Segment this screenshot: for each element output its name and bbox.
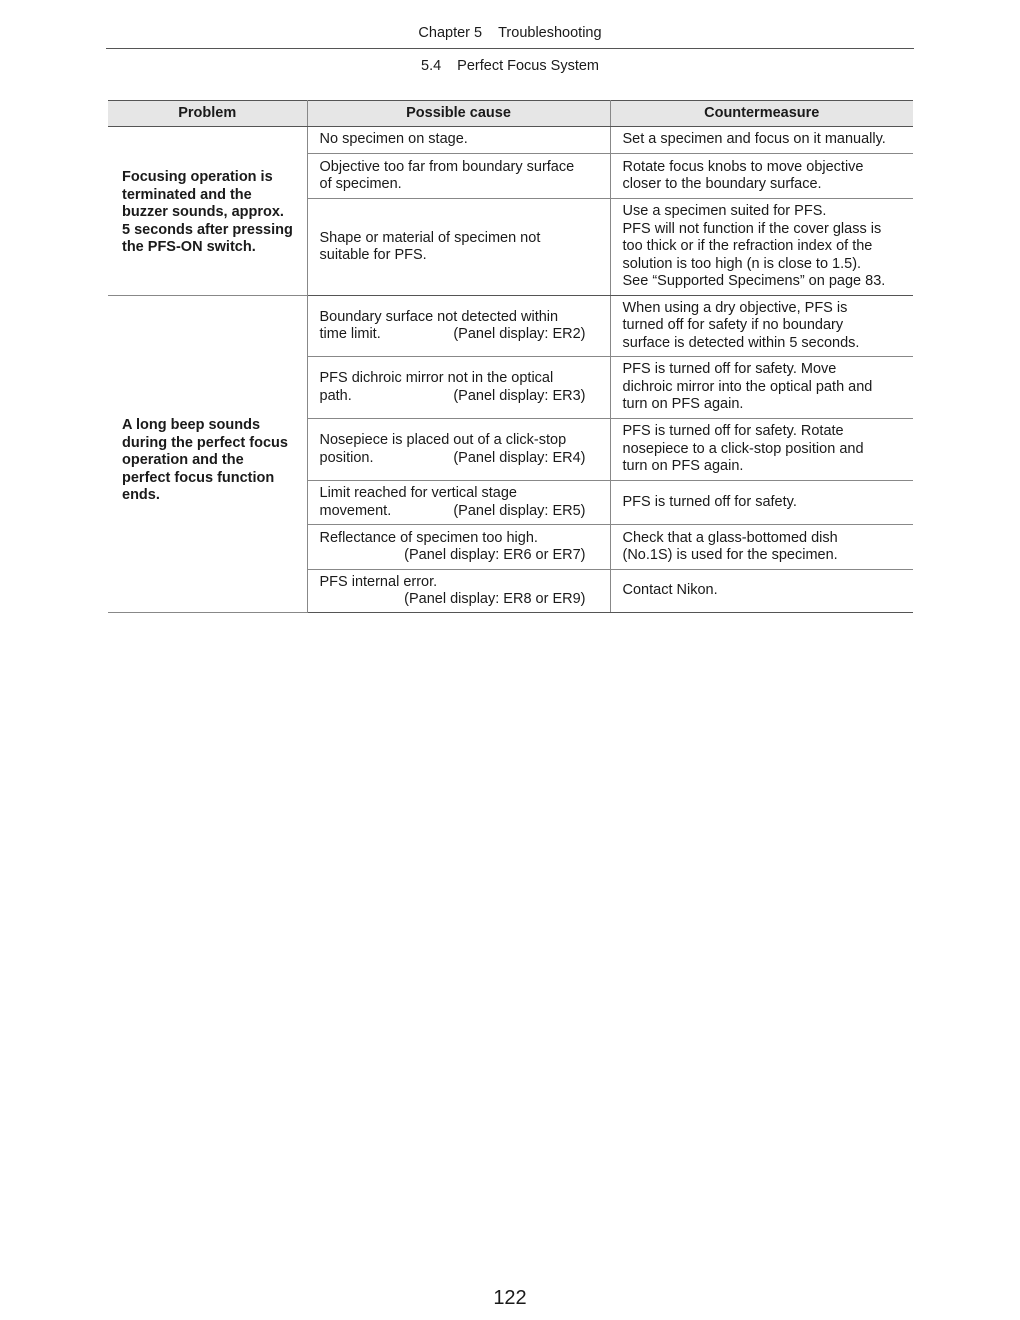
troubleshooting-table [108,100,913,613]
countermeasure-line: too thick or if the refraction index of the [622,238,873,255]
chapter-label: Chapter 5 [418,25,483,41]
section-number: 5.4 [421,58,442,74]
cause-line [320,574,598,592]
cause-text: movement. [319,502,392,519]
countermeasure-line: (No.1S) is used for the specimen. [622,547,838,563]
panel-display-code: (Panel display: ER6 or ER7) [404,547,586,563]
countermeasure-line: Use a specimen suited for PFS. [622,203,827,220]
cause-cell [307,419,610,481]
header-divider [106,48,914,49]
panel-display-code: (Panel display: ER3) [453,387,586,404]
cause-line: Shape or material of specimen not [319,229,541,246]
countermeasure-line: Check that a glass-bottomed dish [622,529,838,546]
column-header-possible-cause: Possible cause [307,101,610,127]
cause-cell [307,127,610,154]
cause-line [320,485,598,503]
countermeasure-line: Contact Nikon. [622,582,718,599]
cause-text: Reflectance of specimen too high. [319,529,538,546]
problem-text: Focusing operation is terminated and the buzzer sounds, approx. 5 seconds after pressing the PFS-ON switch. [122,169,293,256]
countermeasure-cell [610,570,913,613]
running-header [0,25,1020,41]
section-title: Perfect Focus System [457,58,599,74]
cause-cell [307,570,610,613]
countermeasure-line: closer to the boundary surface. [622,176,822,192]
cause-line: of specimen. [319,176,402,192]
cause-line [320,530,598,548]
countermeasure-cell [610,525,913,570]
cause-text: PFS internal error. [319,573,438,590]
cause-text: PFS dichroic mirror not in the optical [319,370,554,386]
panel-display-code: (Panel display: ER5) [453,502,586,519]
table-header-row [108,101,913,127]
cause-line [320,388,598,406]
cause-line: Objective too far from boundary surface [319,158,575,175]
cause-text: Limit reached for vertical stage [319,485,517,501]
countermeasure-cell [610,481,913,525]
problem-cell [108,127,307,296]
cause-line: No specimen on stage. [319,131,468,148]
table-row [108,296,913,357]
cause-line [320,547,598,565]
countermeasure-line: PFS is turned off for safety. Rotate [622,423,844,440]
countermeasure-line: Rotate focus knobs to move objective [622,158,864,175]
countermeasure-line: See “Supported Specimens” on page 83. [622,273,886,290]
chapter-title: Troubleshooting [498,25,602,41]
cause-line [320,450,598,468]
countermeasure-line: Set a specimen and focus on it manually. [622,131,886,148]
countermeasure-line: PFS will not function if the cover glass is [622,220,882,237]
countermeasure-line: When using a dry objective, PFS is [622,299,848,316]
countermeasure-cell [610,419,913,481]
countermeasure-line: surface is detected within 5 seconds. [622,334,860,351]
page-number: 122 [493,1287,527,1309]
countermeasure-line: turn on PFS again. [622,458,744,475]
cause-text: Nosepiece is placed out of a click-stop [319,432,567,448]
panel-display-code: (Panel display: ER4) [453,449,586,466]
countermeasure-line: solution is too high (n is close to 1.5). [622,255,862,272]
cause-cell [307,525,610,570]
column-header-problem: Problem [108,101,307,127]
cause-text: path. [319,387,352,404]
cause-cell [307,481,610,525]
cause-text: Boundary surface not detected within [319,308,559,325]
cause-line [320,309,598,327]
countermeasure-cell [610,296,913,357]
countermeasure-cell [610,154,913,199]
countermeasure-cell [610,357,913,419]
section-heading [0,58,1020,74]
countermeasure-cell [610,199,913,296]
cause-cell [307,199,610,296]
countermeasure-line: turned off for safety if no boundary [622,317,844,334]
cause-line [320,432,598,450]
cause-text: time limit. [319,326,381,342]
countermeasure-line: nosepiece to a click-stop position and [622,440,864,457]
column-header-countermeasure: Countermeasure [610,101,913,127]
problem-text: A long beep sounds during the perfect focus operation and the perfect focus function ends. [122,417,288,504]
cause-line [320,503,598,521]
cause-line: suitable for PFS. [319,247,427,263]
panel-display-code: (Panel display: ER8 or ER9) [404,591,586,607]
countermeasure-line: PFS is turned off for safety. Move [622,361,837,378]
cause-line [320,370,598,388]
cause-cell [307,296,610,357]
cause-text: position. [319,449,374,466]
table-row [108,127,913,154]
cause-cell [307,357,610,419]
countermeasure-line: turn on PFS again. [622,396,744,413]
panel-display-code: (Panel display: ER2) [453,326,586,342]
cause-line [320,591,598,609]
countermeasure-line: PFS is turned off for safety. [622,493,797,510]
problem-cell [108,296,307,613]
countermeasure-line: dichroic mirror into the optical path and [622,378,873,395]
cause-line [320,326,598,344]
cause-cell [307,154,610,199]
countermeasure-cell [610,127,913,154]
